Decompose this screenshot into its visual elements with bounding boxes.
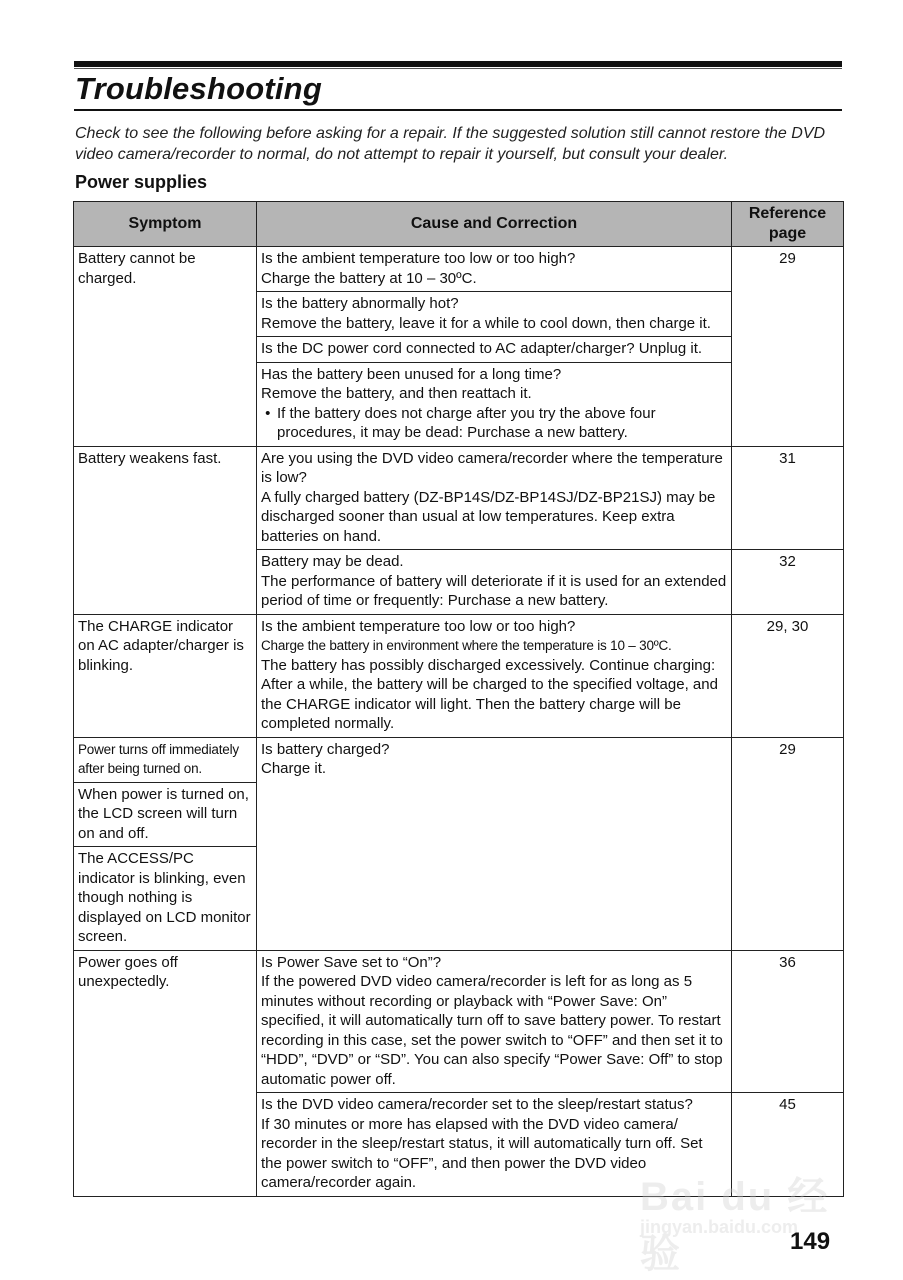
symptom-cell: Battery cannot be charged. bbox=[74, 247, 257, 447]
symptom-cell: Battery weakens fast. bbox=[74, 446, 257, 614]
watermark-brand: Bai du 经验 bbox=[640, 1175, 830, 1276]
table-row bbox=[74, 614, 844, 737]
cause-cell: Is the DC power cord connected to AC adapter/charger? Unplug it. bbox=[257, 337, 732, 363]
cause-cell: Is the ambient temperature too low or too high? Charge the battery at 10 – 30ºC. bbox=[257, 247, 732, 292]
reference-page-cell: 45 bbox=[732, 1093, 844, 1197]
watermark-url: jingyan.baidu.com bbox=[640, 1217, 799, 1237]
cause-cell: Is the DVD video camera/recorder set to the sleep/restart status? If 30 minutes or more has elapsed with the DVD video camera/ recorder in the sleep/restart status, it will automatically turn off. Set the power switch to “OFF”, and then power the DVD video camera/recorder again. bbox=[257, 1093, 732, 1197]
symptom-cell: Power turns off immediately after being turned on. bbox=[74, 737, 257, 782]
cause-cell: Are you using the DVD video camera/recorder where the temperature is low? A fully charged battery (DZ-BP14S/DZ-BP14SJ/DZ-BP21SJ) may be discharged sooner than usual at low temperatures. Keep extra batteries on hand. bbox=[257, 446, 732, 550]
symptom-cell: When power is turned on, the LCD screen will turn on and off. bbox=[74, 782, 257, 847]
page-number: 149 bbox=[790, 1228, 831, 1255]
table-row bbox=[74, 950, 844, 1093]
intro-paragraph: Check to see the following before asking for a repair. If the suggested solution still cannot restore the DVD video camera/recorder to normal, do not attempt to repair it yourself, but consult your dealer. bbox=[75, 125, 826, 163]
table-row bbox=[74, 737, 844, 782]
cause-cell: Is the ambient temperature too low or too high? Charge the battery in environment where the temperature is 10 – 30ºC. The battery has possibly discharged excessively. Continue charging: After a while, the battery will be charged to the specified voltage, and the CHARGE indicator will light. Then the battery charge will be completed normally. bbox=[257, 614, 732, 737]
table-row bbox=[74, 446, 844, 550]
title-underline bbox=[74, 109, 842, 111]
header-cause: Cause and Correction bbox=[257, 202, 732, 247]
reference-page-cell: 36 bbox=[732, 950, 844, 1093]
reference-page-cell: 29 bbox=[732, 737, 844, 950]
cause-cell: Battery may be dead. The performance of battery will deteriorate if it is used for an extended period of time or frequently: Purchase a new battery. bbox=[257, 550, 732, 615]
table-header-row bbox=[74, 202, 844, 247]
symptom-cell: Power goes off unexpectedly. bbox=[74, 950, 257, 1196]
cause-cell: Has the battery been unused for a long time? Remove the battery, and then reattach it. • If the battery does not charge after you try the above four procedures, it may be dead: Purchase a new battery. bbox=[257, 362, 732, 446]
cause-cell: Is the battery abnormally hot? Remove the battery, leave it for a while to cool down, then charge it. bbox=[257, 292, 732, 337]
header-reference: Reference page bbox=[732, 202, 844, 247]
bullet-item: • If the battery does not charge after you try the above four procedures, it may be dead: Purchase a new battery. bbox=[261, 404, 656, 441]
cause-cell: Is battery charged? Charge it. bbox=[257, 737, 732, 950]
symptom-cell: The ACCESS/PC indicator is blinking, even though nothing is displayed on LCD monitor screen. bbox=[74, 847, 257, 951]
page-title: Troubleshooting bbox=[75, 71, 322, 106]
section-title: Power supplies bbox=[75, 172, 208, 192]
header-thick-rule bbox=[74, 61, 842, 67]
troubleshooting-table bbox=[73, 201, 844, 1197]
bullet-icon: • bbox=[261, 404, 271, 422]
reference-page-cell: 31 bbox=[732, 446, 844, 550]
reference-page-cell: 32 bbox=[732, 550, 844, 615]
header-thin-rule bbox=[74, 68, 842, 69]
cause-cell: Is Power Save set to “On”? If the powered DVD video camera/recorder is left for as long as 5 minutes without recording or playback with “Power Save: On” specified, it will automatically turn off to save battery power. To restart recording in this case, set the power switch to “OFF” and then set it to “HDD”, “DVD” or “SD”. You can also specify “Power Save: Off” to stop automatic power off. bbox=[257, 950, 732, 1093]
header-symptom: Symptom bbox=[74, 202, 257, 247]
reference-page-cell: 29 bbox=[732, 247, 844, 447]
table-row bbox=[74, 247, 844, 292]
reference-page-cell: 29, 30 bbox=[732, 614, 844, 737]
symptom-cell: The CHARGE indicator on AC adapter/charger is blinking. bbox=[74, 614, 257, 737]
